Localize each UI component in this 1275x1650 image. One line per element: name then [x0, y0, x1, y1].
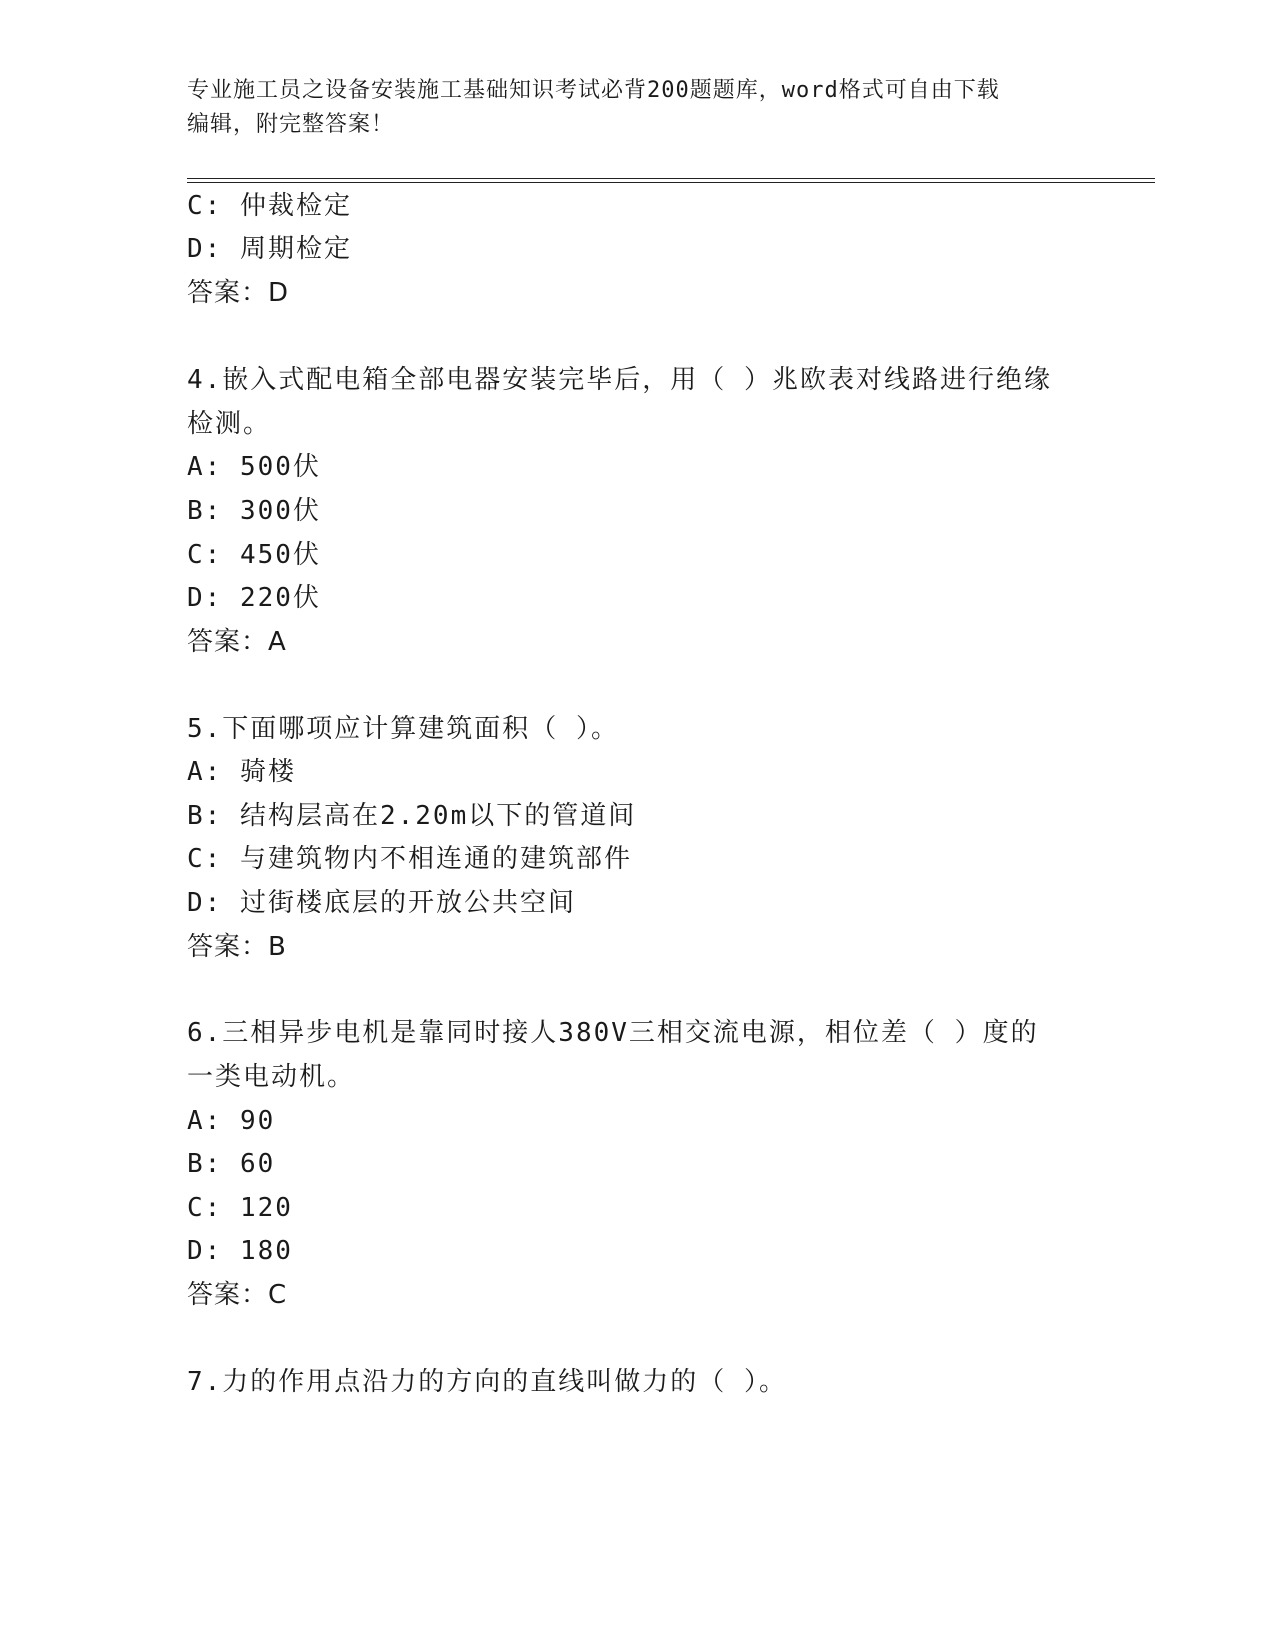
q4-option-d: D: 220伏 [187, 583, 321, 613]
header-divider-bottom [187, 182, 1155, 183]
q6-option-c: C: 120 [187, 1193, 293, 1223]
q4-stem-line2: 检测。 [187, 409, 272, 439]
q6-option-b: B: 60 [187, 1149, 276, 1179]
header-title-line1: 专业施工员之设备安装施工基础知识考试必背200题题库，word格式可自由下载 [187, 78, 1000, 103]
q6-stem-line2: 一类电动机。 [187, 1062, 356, 1092]
q5-option-d: D: 过街楼底层的开放公共空间 [187, 888, 576, 918]
q4-option-a: A: 500伏 [187, 452, 321, 482]
header-title-line2: 编辑，附完整答案！ [187, 112, 395, 137]
q3-option-c: C: 仲裁检定 [187, 191, 352, 221]
q5-option-c: C: 与建筑物内不相连通的建筑部件 [187, 844, 632, 874]
q4-stem-line1: 4.嵌入式配电箱全部电器安装完毕后，用（ ）兆欧表对线路进行绝缘 [187, 365, 1052, 395]
q4-answer: 答案：A [187, 627, 287, 657]
header-divider-top [187, 178, 1155, 179]
q5-option-a: A: 骑楼 [187, 757, 296, 787]
q6-option-d: D: 180 [187, 1236, 293, 1266]
q7-stem: 7.力的作用点沿力的方向的直线叫做力的（ ）。 [187, 1367, 787, 1397]
q3-answer: 答案：D [187, 278, 290, 308]
q4-option-c: C: 450伏 [187, 540, 321, 570]
document-header [187, 74, 1067, 142]
q5-stem: 5.下面哪项应计算建筑面积（ ）。 [187, 714, 619, 744]
q4-option-b: B: 300伏 [187, 496, 321, 526]
q5-answer: 答案：B [187, 932, 287, 962]
q6-option-a: A: 90 [187, 1106, 276, 1136]
q6-answer: 答案：C [187, 1280, 288, 1310]
q6-stem-line1: 6.三相异步电机是靠同时接人380V三相交流电源，相位差（ ）度的 [187, 1018, 1039, 1048]
q3-option-d: D: 周期检定 [187, 234, 352, 264]
q5-option-b: B: 结构层高在2.20m以下的管道间 [187, 801, 637, 831]
